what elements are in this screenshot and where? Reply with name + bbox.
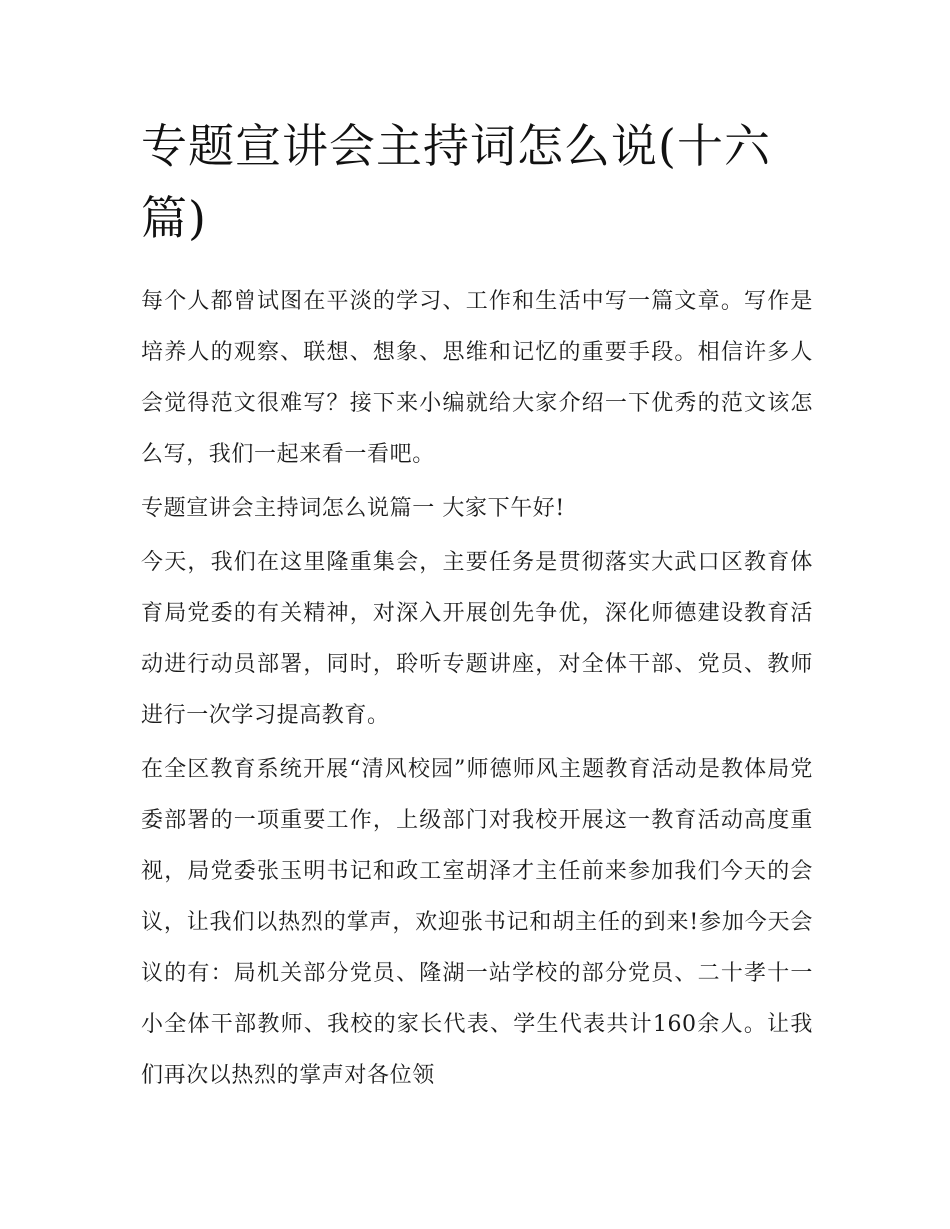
paragraph-body-1: 今天，我们在这里隆重集会，主要任务是贯彻落实大武口区教育体育局党委的有关精神，对深入开展创先争优，深化师德建设教育活动进行动员部署，同时，聆听专题讲座，对全体干部、党员、教师进行一次学习提高教育。 bbox=[141, 550, 813, 728]
paragraph-intro: 每个人都曾试图在平淡的学习、工作和生活中写一篇文章。写作是培养人的观察、联想、想象、思维和记忆的重要手段。相信许多人会觉得范文很难写？接下来小编就给大家介绍一下优秀的范文该怎么写，我们一起来看一看吧。 bbox=[141, 289, 813, 467]
paragraph-body-2: 在全区教育系统开展“清风校园”师德师风主题教育活动是教体局党委部署的一项重要工作，上级部门对我校开展这一教育活动高度重视，局党委张玉明书记和政工室胡泽才主任前来参加我们今天的会议，让我们以热烈的掌声，欢迎张书记和胡主任的到来!参加今天会议的有：局机关部分党员、隆湖一站学校的部分党员、二十孝十一小全体干部教师、我校的家长代表、学生代表共计160余人。让我们再次以热烈的掌声对各位领 bbox=[141, 757, 813, 1088]
document-body bbox=[141, 110, 813, 1104]
paragraph-section-heading: 专题宣讲会主持词怎么说篇一 大家下午好! bbox=[141, 496, 565, 521]
document-title: 专题宣讲会主持词怎么说(十六篇) bbox=[141, 119, 771, 245]
